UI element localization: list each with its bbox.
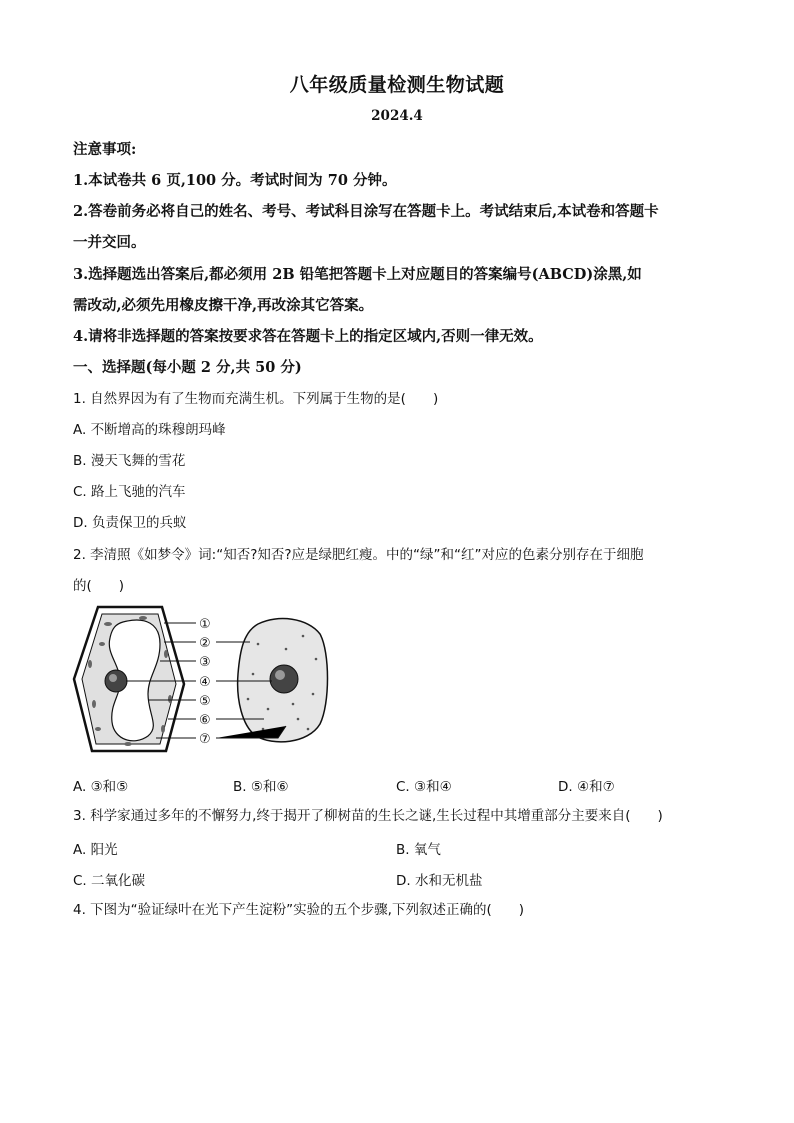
- exam-title: 八年级质量检测生物试题: [289, 74, 505, 96]
- cell-diagram: [68, 604, 338, 758]
- label-6: ⑥: [199, 713, 211, 728]
- question-3-option-d: D. 水和无机盐: [396, 873, 483, 889]
- note-item-4: 4.请将非选择题的答案按要求答在答题卡上的指定区域内,否则一律无效。: [73, 328, 543, 345]
- question-3-stem: 3. 科学家通过多年的不懈努力,终于揭开了柳树苗的生长之谜,生长过程中其增重部分主要来自( ): [73, 808, 663, 824]
- label-4: ④: [199, 675, 211, 690]
- note-item-2: 2.答卷前务必将自己的姓名、考号、考试科目涂写在答题卡上。考试结束后,本试卷和答题卡: [73, 203, 659, 220]
- question-3-option-a: A. 阳光: [73, 842, 118, 858]
- label-2: ②: [199, 636, 211, 651]
- label-7: ⑦: [199, 732, 211, 747]
- question-1-option-a: A. 不断增高的珠穆朗玛峰: [73, 422, 226, 438]
- question-2-option-b: B. ⑤和⑥: [233, 779, 289, 795]
- note-item-3: 3.选择题选出答案后,都必须用 2B 铅笔把答题卡上对应题目的答案编号(ABCD)涂黑,如: [73, 266, 642, 283]
- notes-heading: 注意事项:: [73, 141, 137, 158]
- question-2-option-d: D. ④和⑦: [558, 779, 615, 795]
- label-5: ⑤: [199, 694, 211, 709]
- question-2-stem: 2. 李清照《如梦令》词:“知否?知否?应是绿肥红瘦。中的“绿”和“红”对应的色素分别存在于细胞: [73, 547, 644, 563]
- label-3: ③: [199, 655, 211, 670]
- question-1-option-b: B. 漫天飞舞的雪花: [73, 453, 186, 469]
- section-heading: 一、选择题(每小题 2 分,共 50 分): [73, 359, 302, 376]
- note-item-2-cont: 一并交回。: [73, 234, 146, 251]
- question-2-stem-cont: 的( ): [73, 578, 125, 594]
- animal-cell: [238, 619, 328, 742]
- question-2-option-c: C. ③和④: [396, 779, 452, 795]
- note-item-1: 1.本试卷共 6 页,100 分。考试时间为 70 分钟。: [73, 172, 397, 189]
- question-1-option-d: D. 负责保卫的兵蚁: [73, 515, 187, 531]
- plant-cell: [74, 607, 184, 751]
- question-2-option-a: A. ③和⑤: [73, 779, 129, 795]
- question-1-stem: 1. 自然界因为有了生物而充满生机。下列属于生物的是( ): [73, 391, 439, 407]
- question-4-stem: 4. 下图为“验证绿叶在光下产生淀粉”实验的五个步骤,下列叙述正确的( ): [73, 902, 524, 918]
- question-3-option-b: B. 氧气: [396, 842, 441, 858]
- question-3-option-c: C. 二氧化碳: [73, 873, 146, 889]
- note-item-3-cont: 需改动,必须先用橡皮擦干净,再改涂其它答案。: [73, 297, 374, 314]
- question-1-option-c: C. 路上飞驰的汽车: [73, 484, 186, 500]
- exam-date: 2024.4: [371, 108, 423, 124]
- label-1: ①: [199, 617, 211, 632]
